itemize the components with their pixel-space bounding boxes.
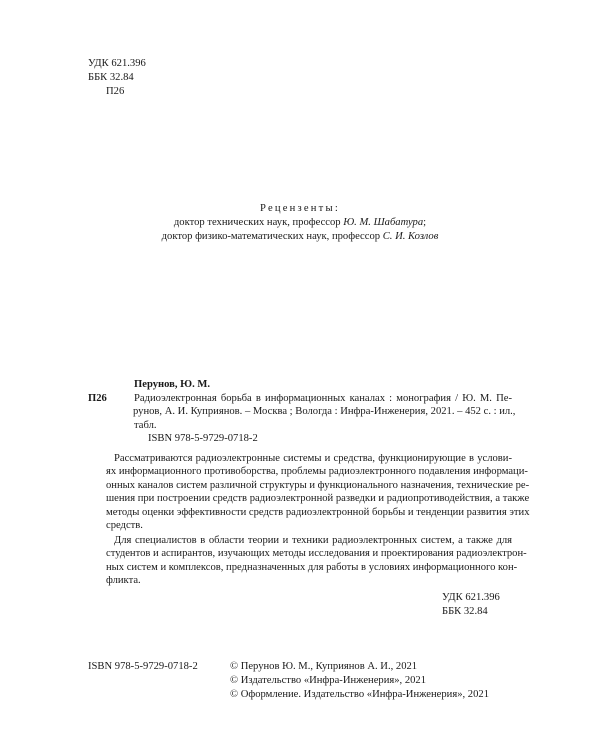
bib-desc-line: Радиоэлектронная борьба в информационных каналах : монография / Ю. М. Пе- (134, 393, 512, 404)
copyright-design: © Оформление. Издательство «Инфра-Инженерия», 2021 (230, 689, 489, 700)
bib-description (133, 392, 516, 432)
copyright-authors: © Перунов Ю. М., Куприянов А. И., 2021 (230, 661, 418, 672)
reviewer-1-name: Ю. М. Шабатура (343, 217, 424, 228)
bib-isbn: ISBN 978-5-9729-0718-2 (148, 433, 258, 444)
bottom-bbk-code: ББК 32.84 (442, 606, 488, 617)
abstract-line: онных каналов систем различной структуры и функционального назначения, технические ре- (106, 479, 530, 491)
abstract-line: шения при построении средств радиоэлектронной разведки и радиопротиводействия, а также (106, 493, 530, 505)
copyright-publisher: © Издательство «Инфра-Инженерия», 2021 (230, 675, 427, 686)
author-mark: П26 (106, 86, 125, 97)
abstract-line: средств. (106, 520, 143, 532)
udk-code: УДК 621.396 (88, 58, 146, 69)
footer-isbn: ISBN 978-5-9729-0718-2 (88, 661, 198, 672)
audience-line: ных систем и комплексов, предназначенных для работы в условиях информационного кон- (106, 561, 518, 573)
bottom-udk-code: УДК 621.396 (442, 592, 500, 603)
abstract-line: ях информационного противоборства, проблемы радиоэлектронного подавления информаци- (106, 466, 528, 478)
abstract-line: Рассматриваются радиоэлектронные системы и средства, функционирующие в услови- (114, 453, 512, 464)
reviewer-2-name: С. И. Козлов (382, 231, 439, 242)
abstract-line: методы оценки эффективности средств радиоэлектронной борьбы и тенденции развития этих (106, 506, 530, 518)
audience-line: студентов и аспирантов, изучающих методы исследования и проектирования радиоэлектрон- (106, 548, 527, 560)
reviewer-2-title: доктор физико-математических наук, профессор (161, 231, 383, 242)
bib-desc-line: рунов, А. И. Куприянов. – Москва ; Вологда : Инфра-Инженерия, 2021. – 452 с. : ил., (133, 406, 516, 418)
reviewer-1-suffix: ; (423, 217, 427, 228)
bib-author: Перунов, Ю. М. (134, 379, 211, 390)
reviewer-1-title: доктор технических наук, профессор (173, 217, 344, 228)
bbk-code: ББК 32.84 (88, 72, 134, 83)
reviewers-heading: Рецензенты: (260, 203, 340, 214)
reviewer-line-2 (0, 230, 600, 243)
abstract-paragraph-1 (106, 452, 530, 532)
audience-line: фликта. (106, 575, 141, 587)
reviewer-line-1 (0, 216, 600, 229)
bib-desc-line: табл. (134, 419, 157, 431)
abstract-paragraph-2 (106, 534, 527, 588)
bib-mark: П26 (88, 393, 107, 404)
audience-line: Для специалистов в области теории и техники радиоэлектронных систем, а также для (114, 535, 512, 546)
